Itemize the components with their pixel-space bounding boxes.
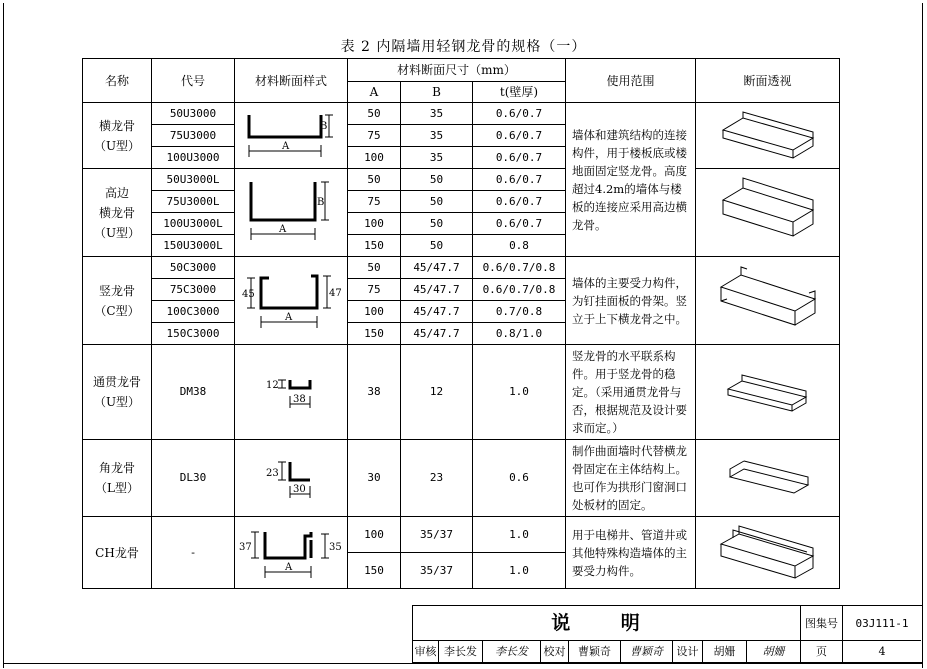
b-cell: 50 [401,213,473,235]
dim-h-label: 12 [266,380,279,391]
dim-h-label: 23 [266,468,279,479]
b-cell: 35 [401,147,473,169]
name-ch-stud: CH龙骨 [83,517,152,589]
atlas-label: 图集号 [801,606,843,641]
t-cell: 0.7/0.8 [473,301,566,323]
header-section-size: 材料断面尺寸（mm） [348,59,566,82]
code-cell: 100U3000 [152,147,235,169]
header-section-style: 材料断面样式 [235,59,348,103]
code-cell: 150C3000 [152,323,235,345]
b-cell: 50 [401,191,473,213]
b-cell: 50 [401,235,473,257]
header-usage: 使用范围 [566,59,696,103]
design-label: 设计 [673,641,703,662]
a-cell: 50 [348,257,401,279]
t-cell: 0.8 [473,235,566,257]
dim-h2-label: 47 [329,287,342,299]
header-t: t(壁厚) [473,82,566,103]
code-cell: 100U3000L [152,213,235,235]
dim-h1-label: 45 [242,288,255,300]
page-number: 4 [878,645,886,658]
t-cell: 0.6 [473,440,566,517]
perspective-u-track [696,103,840,169]
a-cell: 75 [348,191,401,213]
header-a: A [348,82,401,103]
b-cell: 45/47.7 [401,301,473,323]
t-cell: 0.6/0.7/0.8 [473,279,566,301]
spec-table [82,58,840,589]
usage-ch-stud: 用于电梯井、管道井或其他特殊构造墙体的主要受力构件。 [566,517,696,589]
dim-b-label: B [317,196,325,208]
t-cell: 0.6/0.7 [473,125,566,147]
b-cell: 45/47.7 [401,279,473,301]
code-cell: DM38 [152,345,235,440]
a-cell: 150 [348,323,401,345]
b-cell: 23 [401,440,473,517]
titleblock-title: 说 明 [413,606,801,641]
perspective-high-u-track [696,169,840,257]
t-cell: 0.6/0.7 [473,191,566,213]
dim-b-label: B [320,120,328,132]
checker-signature: 曹颖奇 [621,641,673,662]
t-cell: 0.6/0.7 [473,169,566,191]
diagram-angle [235,440,348,517]
table-row [83,257,840,279]
a-cell: 150 [348,235,401,257]
code-cell: - [152,517,235,589]
table-row [83,345,840,440]
code-cell: 50C3000 [152,257,235,279]
code-cell: DL30 [152,440,235,517]
a-cell: 50 [348,103,401,125]
b-cell: 35/37 [401,553,473,589]
usage-c-stud: 墙体的主要受力构件，为钉挂面板的骨架。竖立于上下横龙骨之中。 [566,257,696,345]
b-cell: 35 [401,103,473,125]
usage-u-track: 墙体和建筑结构的连接构件，用于楼板底或楼地面固定竖龙骨。高度超过4.2m的墙体与楼板的连接应采用高边横龙骨。 [566,103,696,257]
table-row [83,103,840,125]
table-row [83,169,840,191]
page-label: 页 [801,641,843,662]
a-cell: 75 [348,125,401,147]
diagram-u-track [235,103,348,169]
checker-name: 曹颖奇 [569,641,621,662]
diagram-channel [235,345,348,440]
header-b: B [401,82,473,103]
code-cell: 75U3000 [152,125,235,147]
code-cell: 50U3000 [152,103,235,125]
name-high-u-track: 高边 横龙骨 （U型） [83,169,152,257]
title-block [412,605,923,663]
t-cell: 1.0 [473,553,566,589]
dim-a-label: A [282,140,290,152]
usage-channel: 竖龙骨的水平联系构件。用于竖龙骨的稳定。（采用通贯龙骨与否，根据规范及设计要求而定。） [566,345,696,440]
a-cell: 100 [348,301,401,323]
check-label: 校对 [541,641,569,662]
reviewer-name: 李长发 [439,641,483,662]
name-angle: 角龙骨 （L型） [83,440,152,517]
a-cell: 75 [348,279,401,301]
diagram-c-stud [235,257,348,345]
dim-w-label: 38 [293,394,306,405]
dim-h1-label: 37 [239,541,252,553]
b-cell: 50 [401,169,473,191]
t-cell: 0.6/0.7 [473,147,566,169]
code-cell: 50U3000L [152,169,235,191]
t-cell: 0.6/0.7/0.8 [473,257,566,279]
code-cell: 150U3000L [152,235,235,257]
bottom-rule [3,663,923,664]
review-label: 审核 [413,641,439,662]
diagram-high-u-track [235,169,348,257]
perspective-angle [696,440,840,517]
code-cell: 100C3000 [152,301,235,323]
reviewer-signature: 李长发 [483,641,541,662]
dim-a-label: A [285,561,293,573]
t-cell: 0.8/1.0 [473,323,566,345]
b-cell: 35 [401,125,473,147]
b-cell: 45/47.7 [401,257,473,279]
name-channel: 通贯龙骨 （U型） [83,345,152,440]
perspective-channel [696,345,840,440]
dim-a-label: A [285,311,293,323]
header-code: 代号 [152,59,235,103]
diagram-ch-stud [235,517,348,589]
t-cell: 0.6/0.7 [473,103,566,125]
b-cell: 12 [401,345,473,440]
t-cell: 1.0 [473,345,566,440]
t-cell: 0.6/0.7 [473,213,566,235]
a-cell: 50 [348,169,401,191]
name-c-stud: 竖龙骨 （C型） [83,257,152,345]
a-cell: 100 [348,213,401,235]
dim-a-label: A [279,223,287,235]
table-row [83,440,840,517]
t-cell: 1.0 [473,517,566,553]
a-cell: 150 [348,553,401,589]
atlas-number: 03J111-1 [843,606,921,641]
designer-signature: 胡姗 [747,641,801,662]
b-cell: 35/37 [401,517,473,553]
perspective-ch-stud [696,517,840,589]
designer-name: 胡姗 [703,641,747,662]
usage-angle: 制作曲面墙时代替横龙骨固定在主体结构上。也可作为拱形门窗洞口处板材的固定。 [566,440,696,517]
dim-h2-label: 35 [329,541,342,553]
code-cell: 75C3000 [152,279,235,301]
table-title: 表 2 内隔墙用轻钢龙骨的规格（一） [340,39,587,55]
dim-w-label: 30 [293,484,306,495]
header-name: 名称 [83,59,152,103]
table-row [83,517,840,553]
b-cell: 45/47.7 [401,323,473,345]
a-cell: 30 [348,440,401,517]
name-u-track: 横龙骨 （U型） [83,103,152,169]
header-perspective: 断面透视 [696,59,840,103]
code-cell: 75U3000L [152,191,235,213]
perspective-c-stud [696,257,840,345]
a-cell: 100 [348,517,401,553]
a-cell: 100 [348,147,401,169]
a-cell: 38 [348,345,401,440]
